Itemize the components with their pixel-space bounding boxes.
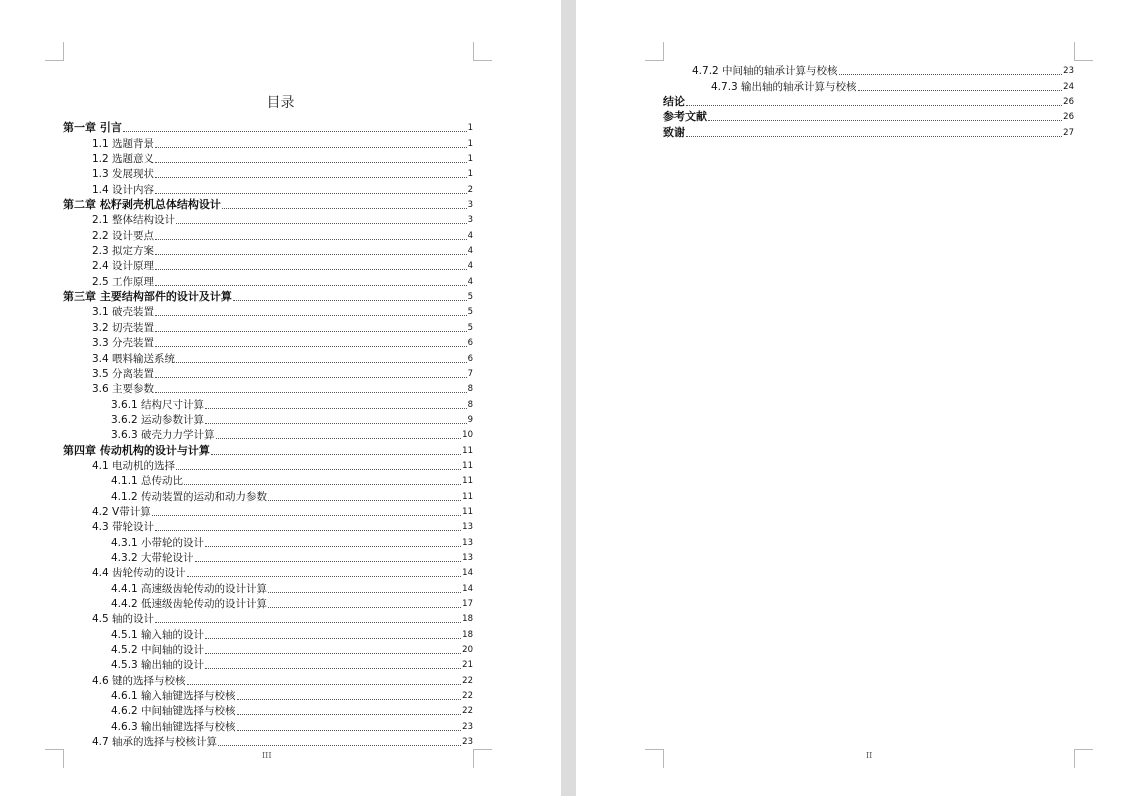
toc-entry[interactable] (63, 257, 473, 272)
toc-entry-title: 4.2 V带计算 (92, 505, 151, 518)
toc-entry-page: 4 (467, 246, 473, 257)
toc-dot-leader (268, 607, 461, 608)
toc-entry-title: 1.2 选题意义 (92, 153, 155, 166)
toc-entry[interactable] (63, 656, 473, 671)
toc-entry[interactable] (63, 487, 473, 502)
toc-entry[interactable] (63, 150, 473, 165)
toc-dot-leader (155, 331, 467, 332)
toc-entry-page: 23 (462, 737, 473, 748)
toc-entry-title: 1.3 发展现状 (92, 168, 155, 181)
toc-dot-leader (187, 576, 462, 577)
toc-dot-leader (708, 120, 1062, 121)
toc-dot-leader (155, 622, 461, 623)
toc-entry-page: 5 (467, 292, 473, 303)
toc-entry-title: 4.6.1 输入轴键选择与校核 (111, 690, 236, 703)
toc-entry[interactable] (63, 334, 473, 349)
crop-mark-bottom-right (473, 749, 492, 768)
toc-entry-page: 1 (467, 169, 473, 180)
toc-entry[interactable] (63, 211, 473, 226)
toc-dot-leader (237, 730, 462, 731)
toc-dot-leader (686, 136, 1062, 137)
toc-entry[interactable] (63, 226, 473, 241)
toc-entry-title: 4.6.3 输出轴键选择与校核 (111, 720, 236, 733)
toc-entry[interactable] (63, 380, 473, 395)
toc-dot-leader (237, 699, 462, 700)
toc-entry-page: 6 (467, 338, 473, 349)
toc-entry[interactable] (63, 518, 473, 533)
toc-dot-leader (205, 668, 461, 669)
toc-entry-title: 3.2 切壳装置 (92, 321, 155, 334)
toc-entry[interactable] (63, 503, 473, 518)
toc-entry-page: 11 (462, 491, 473, 502)
page-gutter (561, 0, 576, 796)
toc-entry[interactable] (63, 349, 473, 364)
toc-dot-leader (155, 147, 467, 148)
toc-entry-title: 2.5 工作原理 (92, 275, 155, 288)
crop-mark-top-left (645, 42, 664, 61)
toc-dot-leader (187, 684, 462, 685)
toc-entry-title: 3.1 破壳装置 (92, 306, 155, 319)
toc-list-left (63, 119, 473, 748)
toc-dot-leader (237, 714, 462, 715)
toc-entry[interactable] (63, 318, 473, 333)
toc-entry[interactable] (63, 641, 473, 656)
toc-entry[interactable] (63, 472, 473, 487)
toc-entry-title: 4.7.2 中间轴的轴承计算与校核 (692, 65, 838, 78)
toc-entry-page: 8 (467, 399, 473, 410)
toc-entry[interactable] (63, 733, 473, 748)
toc-entry-page: 14 (462, 583, 473, 594)
toc-entry-page: 1 (467, 123, 473, 134)
toc-entry[interactable] (63, 180, 473, 195)
toc-entry-page: 22 (462, 706, 473, 717)
toc-entry-title: 4.1.2 传动装置的运动和动力参数 (111, 490, 268, 503)
toc-entry[interactable] (63, 579, 473, 594)
toc-entry[interactable] (63, 365, 473, 380)
toc-entry[interactable] (63, 242, 473, 257)
toc-entry-page: 4 (467, 230, 473, 241)
toc-entry-page: 18 (462, 614, 473, 625)
toc-entry[interactable] (63, 595, 473, 610)
crop-mark-bottom-right (1074, 749, 1093, 768)
toc-entry-title: 2.1 整体结构设计 (92, 214, 176, 227)
toc-entry-title: 第一章 引言 (63, 121, 122, 135)
toc-entry-page: 24 (1063, 81, 1074, 92)
toc-entry[interactable] (63, 288, 473, 303)
toc-entry-page: 22 (462, 675, 473, 686)
toc-entry-title: 4.6 键的选择与校核 (92, 674, 186, 687)
toc-entry-title: 2.4 设计原理 (92, 260, 155, 273)
toc-entry[interactable] (63, 457, 473, 472)
toc-entry[interactable] (663, 123, 1074, 138)
toc-dot-leader (686, 105, 1062, 106)
toc-dot-leader (205, 423, 467, 424)
toc-dot-leader (155, 346, 467, 347)
toc-entry[interactable] (663, 77, 1074, 92)
toc-dot-leader (205, 408, 467, 409)
toc-dot-leader (155, 285, 467, 286)
toc-entry-page: 26 (1063, 97, 1074, 108)
toc-dot-leader (195, 561, 462, 562)
toc-entry[interactable] (63, 441, 473, 456)
toc-entry-title: 4.4 齿轮传动的设计 (92, 567, 186, 580)
toc-entry-title: 3.6.2 运动参数计算 (111, 413, 205, 426)
toc-entry-page: 2 (467, 184, 473, 195)
toc-dot-leader (176, 469, 461, 470)
toc-dot-leader (858, 90, 1063, 91)
toc-entry[interactable] (63, 564, 473, 579)
toc-dot-leader (233, 300, 467, 301)
toc-entry-page: 27 (1063, 127, 1074, 138)
toc-entry-page: 9 (467, 414, 473, 425)
page-number-left: III (262, 751, 272, 760)
toc-dot-leader (155, 177, 467, 178)
crop-mark-top-right (1074, 42, 1093, 61)
toc-entry-title: 1.4 设计内容 (92, 183, 155, 196)
toc-entry-page: 13 (462, 522, 473, 533)
toc-dot-leader (155, 193, 467, 194)
toc-entry[interactable] (63, 610, 473, 625)
toc-entry-title: 4.5.2 中间轴的设计 (111, 644, 205, 657)
toc-entry-title: 4.1 电动机的选择 (92, 459, 176, 472)
toc-entry-page: 13 (462, 552, 473, 563)
toc-entry[interactable] (663, 93, 1074, 108)
toc-entry-title: 第四章 传动机构的设计与计算 (63, 443, 210, 457)
crop-mark-top-left (45, 42, 64, 61)
toc-entry-title: 4.4.1 高速级齿轮传动的设计计算 (111, 582, 268, 595)
toc-entry-title: 4.7 轴承的选择与校核计算 (92, 736, 218, 749)
toc-entry-page: 10 (462, 430, 473, 441)
toc-entry-page: 8 (467, 384, 473, 395)
toc-entry-page: 4 (467, 261, 473, 272)
toc-entry-title: 3.6 主要参数 (92, 383, 155, 396)
crop-mark-bottom-left (645, 749, 664, 768)
toc-dot-leader (155, 239, 467, 240)
toc-entry-page: 17 (462, 599, 473, 609)
toc-dot-leader (222, 208, 467, 209)
toc-entry-title: 1.1 选题背景 (92, 137, 155, 150)
toc-entry[interactable] (63, 303, 473, 318)
toc-entry[interactable] (63, 272, 473, 287)
toc-entry-title: 3.6.1 结构尺寸计算 (111, 398, 205, 411)
toc-dot-leader (123, 131, 467, 132)
toc-entry-page: 1 (467, 138, 473, 149)
toc-entry[interactable] (63, 702, 473, 717)
toc-entry-page: 1 (467, 154, 473, 165)
toc-dot-leader (155, 269, 467, 270)
toc-entry-title: 4.1.1 总传动比 (111, 475, 184, 488)
toc-entry[interactable] (63, 533, 473, 548)
toc-entry-title: 3.3 分壳装置 (92, 337, 155, 350)
toc-entry[interactable] (63, 426, 473, 441)
toc-entry[interactable] (63, 134, 473, 149)
toc-entry-page: 11 (462, 506, 473, 517)
toc-entry-title: 致谢 (663, 125, 685, 139)
toc-entry[interactable] (63, 671, 473, 686)
toc-entry[interactable] (663, 62, 1074, 77)
toc-dot-leader (216, 438, 462, 439)
toc-entry-page: 18 (462, 629, 473, 640)
toc-entry[interactable] (63, 625, 473, 640)
toc-dot-leader (176, 362, 467, 363)
toc-entry-title: 4.7.3 输出轴的轴承计算与校核 (711, 80, 857, 93)
toc-entry-page: 5 (467, 307, 473, 318)
crop-mark-top-right (473, 42, 492, 61)
toc-dot-leader (205, 546, 461, 547)
toc-entry-page: 22 (462, 691, 473, 702)
toc-entry-title: 4.5.3 输出轴的设计 (111, 659, 205, 672)
toc-dot-leader (839, 74, 1063, 75)
toc-dot-leader (155, 377, 467, 378)
crop-mark-bottom-left (45, 749, 64, 768)
page-number-right: II (866, 751, 873, 760)
toc-list-right (663, 62, 1074, 139)
toc-entry-page: 11 (462, 445, 473, 456)
toc-page-left (0, 0, 561, 796)
toc-entry[interactable] (63, 395, 473, 410)
toc-entry-title: 4.4.2 低速级齿轮传动的设计计算 (111, 598, 268, 610)
toc-entry-title: 4.6.2 中间轴键选择与校核 (111, 705, 236, 718)
toc-entry[interactable] (663, 108, 1074, 123)
toc-entry-page: 20 (462, 645, 473, 656)
toc-entry-title: 2.2 设计要点 (92, 229, 155, 242)
toc-entry[interactable] (63, 411, 473, 426)
toc-dot-leader (268, 592, 461, 593)
toc-entry-page: 3 (467, 200, 473, 211)
toc-dot-leader (176, 223, 467, 224)
toc-dot-leader (218, 745, 461, 746)
toc-entry-page: 4 (467, 276, 473, 287)
toc-dot-leader (155, 530, 461, 531)
toc-entry[interactable] (63, 717, 473, 732)
toc-entry-page: 11 (462, 460, 473, 471)
toc-entry-page: 6 (467, 353, 473, 364)
toc-dot-leader (152, 515, 461, 516)
toc-entry-page: 5 (467, 322, 473, 333)
toc-entry-title: 4.3.2 大带轮设计 (111, 551, 194, 564)
toc-dot-leader (205, 638, 461, 639)
toc-entry-title: 4.3.1 小带轮的设计 (111, 536, 205, 549)
toc-entry-title: 第二章 松籽剥壳机总体结构设计 (63, 198, 221, 212)
toc-entry-page: 14 (462, 568, 473, 579)
toc-dot-leader (205, 653, 461, 654)
toc-dot-leader (268, 500, 461, 501)
toc-entry[interactable] (63, 119, 473, 134)
toc-entry-page: 26 (1063, 112, 1074, 123)
toc-entry-title: 4.5 轴的设计 (92, 613, 155, 626)
toc-entry-title: 3.6.3 破壳力力学计算 (111, 429, 215, 442)
toc-entry[interactable] (63, 196, 473, 211)
toc-title: 目录 (266, 95, 295, 111)
toc-entry-title: 3.5 分离装置 (92, 367, 155, 380)
toc-dot-leader (155, 315, 467, 316)
toc-entry[interactable] (63, 165, 473, 180)
toc-entry-page: 3 (467, 215, 473, 226)
toc-entry-title: 参考文献 (663, 110, 707, 124)
toc-entry-page: 21 (462, 660, 473, 671)
toc-entry-title: 4.5.1 输入轴的设计 (111, 628, 205, 641)
toc-entry-title: 第三章 主要结构部件的设计及计算 (63, 290, 232, 304)
toc-entry-page: 7 (467, 368, 473, 379)
toc-entry-page: 11 (462, 476, 473, 487)
toc-entry-page: 13 (462, 537, 473, 548)
toc-dot-leader (184, 484, 461, 485)
toc-entry[interactable] (63, 687, 473, 702)
toc-entry-title: 结论 (663, 95, 685, 109)
toc-dot-leader (211, 454, 461, 455)
toc-dot-leader (155, 254, 467, 255)
toc-entry-page: 23 (462, 721, 473, 732)
toc-entry-title: 4.3 带轮设计 (92, 521, 155, 534)
toc-entry-page: 23 (1063, 66, 1074, 77)
toc-entry[interactable] (63, 549, 473, 564)
toc-entry-title: 3.4 喂料输送系统 (92, 352, 176, 365)
toc-entry-title: 2.3 拟定方案 (92, 245, 155, 258)
toc-dot-leader (155, 162, 467, 163)
toc-dot-leader (155, 392, 467, 393)
